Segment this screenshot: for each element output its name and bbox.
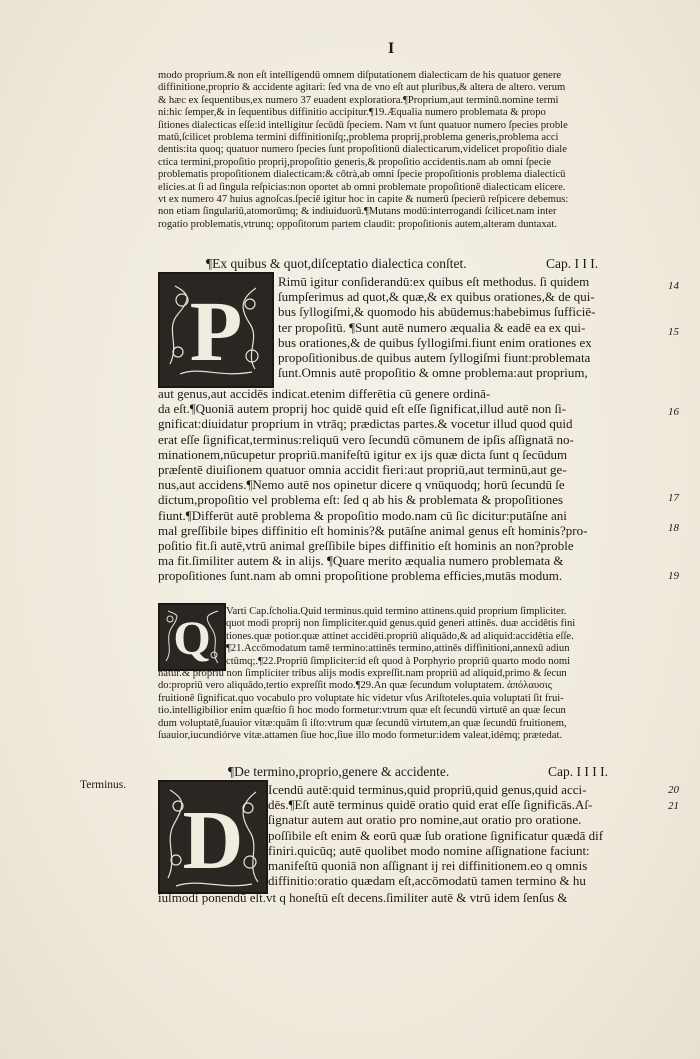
text-line: finiri.quicūq; autē quolibet modo nomine aſſignatione faciunt:	[268, 842, 590, 858]
section-3-text-beside-initial	[278, 274, 668, 380]
text-line: dentis:ita quoq; quatuor numero ſpecies ſunt propoſitionū dialecticarum,videlicet propoſitio diale	[158, 144, 567, 156]
text-line: fruitionē ſignificat.quo vocabulo pro voluptate hic videtur vſus Ariſtoteles.quia voluptati ſit frui-	[158, 692, 564, 704]
text-line: Icendū autē:quid terminus,quid propriū,quid genus,quid acci-	[268, 782, 587, 797]
text-line: poſitio fit.ſi autē,vtrū animal greſſibile bipes diffinitio eſt hominis an non?proble	[158, 537, 574, 553]
decorated-initial-q	[158, 603, 226, 671]
margin-word-terminus: Terminus.	[80, 779, 127, 791]
text-line: aut genus,aut accidēs indicat.etenim differētia cū genere ordinā-	[158, 386, 491, 401]
scholia-text	[158, 668, 663, 742]
text-line: manifeſtū quoniā non aſſignant ij rei diffinitionem.eo q omnis	[268, 857, 588, 873]
text-line: elicies.at ſi ad ſingula reſpicias:non oportet ab omni problemate propoſitionē dialecticam elicere.	[158, 181, 566, 193]
folio-number: I	[388, 40, 395, 57]
text-line: ſuauior,iucundiórve vitæ.attamen ſiue hoc,ſiue illo modo formetur:idem valeat,idémq; prætedat.	[158, 729, 563, 741]
margin-number: 21	[668, 800, 679, 812]
section-3-heading: ¶Ex quibus & quot,diſceptatio dialectica conſtet.	[206, 256, 467, 271]
text-line: natur.& propriū non ſimpliciter tribus alijs modis expreſſit.nam propriū ad aliquid,primo & ſecun	[158, 668, 567, 679]
text-line: gnificat:diuidatur proprium in vtrāq; prædictas partes.& vocetur illud quod quid	[158, 416, 573, 432]
text-line: nus,aut accidens.¶Nemo autē nos opinetur dicere q vnūquodq; horū ſecundū ſe	[158, 477, 565, 493]
section-4-text-beside-initial	[268, 782, 668, 888]
text-line: vt ex numero 47 huius agnoſcas.ſpeciē igitur hoc in capite & numerū ſpecierū reſpicere debemus:	[158, 193, 569, 205]
text-line: dictum,propoſitio vel problema eſt: ſed q ab his & problemata & propoſitiones	[158, 492, 564, 508]
svg-text:D: D	[182, 794, 244, 887]
text-line: minationem,nūcupetur propriū.manifeſtū igitur ex ijs quæ dicta ſunt q ſecūdum	[158, 446, 568, 462]
text-line: præſentē diuiſionem quatuor omnia accidit fieri:aut propriū,aut terminū,aut ge-	[158, 461, 567, 477]
text-line: dum voluptatē,ſuauior vitæ:quām ſi iſto:vtrum quæ ſecundū virtutem,an quæ ſecundū fruitionem,	[158, 717, 567, 729]
text-line: modo proprium.& non eſt intelligendū omnem diſputationem dialecticam de his quatuor genere	[158, 70, 562, 81]
margin-number: 19	[668, 570, 679, 582]
text-line: propoſitiones ſunt.nam ab omni propoſitione problema efficies,mutās modum.	[158, 568, 563, 584]
text-line: ter propoſitū. ¶Sunt autē numero æqualia & eadē ea ex qui-	[278, 319, 586, 335]
text-line: diffinitio:oratio quædam eſt,accōmodatū tamen termino & hu	[268, 873, 586, 889]
text-line: ſitiones dialecticas eſſe:id intelligitur ſecūdū ſpeciem. Nam vt ſunt quatuor numero ſpecies proble	[158, 119, 568, 131]
text-line: & hæc ex ſequentibus,ex numero 37 euadent exploratiora.¶Proprium,aut terminū.nomine termi	[158, 94, 559, 106]
svg-text:Q: Q	[173, 612, 211, 665]
text-line: ſumpſerimus ad quot,& quæ,& ex quibus orationes,& de qui-	[278, 289, 595, 305]
text-line: ctica termini,propoſitio proprij,propoſitio generis,& propoſitio accidentis.nam ab omni ſpecie	[158, 156, 552, 168]
section-4-cap-number: Cap. I I I I.	[548, 764, 608, 779]
margin-number: 14	[668, 280, 679, 292]
text-line: ma fit.ſimiliter autem & in alijs. ¶Quare merito æqualia numero problemata &	[158, 553, 564, 569]
text-line: poſſibile eſt enim & eorū quæ ſub oratione ſignificatur quædā dif	[268, 827, 604, 843]
text-line: mal greſſibile bipes diffinitio eſt hominis?& putāſne animal genus eſt hominis?pro-	[158, 522, 588, 538]
scholia-text-beside-initial	[226, 606, 666, 668]
margin-number: 18	[668, 522, 679, 534]
margin-number: 20	[668, 784, 679, 796]
text-line: ¶21.Accōmodatum tamē termino:attinēs termino,attinēs diffinitioni,annexū adiun	[226, 643, 570, 655]
text-line: do:propriū vero aliquādo,tertio expreſſit modo.¶29.An quæ ſecundum voluptatem. ἀπόλαυσις	[158, 680, 552, 692]
section-3-text	[158, 386, 663, 583]
text-line: non etiam ſingulariū,atomorūmq; & indiuiduorū.¶Mutans modū:interrogandi ſcilicet.nam inter	[158, 206, 557, 218]
text-line: da eſt.¶Quoniā autem proprij hoc quidē quid eſt eſſe ſignificat,illud autē non ſi-	[158, 401, 567, 417]
text-line: tio.intelligibilior enim quæſtio ſi hoc modo formetur:vtrum quæ eſt ſecundū virtutē an quæ ſecun	[158, 705, 566, 717]
text-line: bus orationes,& de quibus ſyllogiſmi.fiunt enim orationes ex	[278, 334, 592, 350]
text-line: Rimū igitur conſiderandū:ex quibus eſt methodus. ſi quidem	[278, 274, 590, 289]
section-4-heading: ¶De termino,proprio,genere & accidente.	[228, 764, 450, 779]
decorated-initial-d	[158, 780, 268, 894]
text-line: tiones.quæ potior.quæ attinet accidēti.propriū aliquādo,& ad aliquid:accidētia eſſe.	[226, 630, 574, 642]
margin-number: 16	[668, 406, 679, 418]
text-line: Varti Cap.ſcholia.Quid terminus.quid termino attinens.quid proprium ſimpliciter.	[226, 606, 567, 617]
margin-number: 15	[668, 326, 679, 338]
text-line: ni:hic ſemper,& in ſequentibus diffinitio accipitur.¶19.Æqualia numero problemata & propo	[158, 107, 546, 119]
commentary-top	[158, 70, 663, 231]
section-4-text	[158, 890, 663, 905]
text-line: ſunt.Omnis autē propoſitio & omne problema:aut proprium,	[278, 365, 588, 381]
svg-text:P: P	[189, 283, 243, 379]
text-line: ctūmq;.¶22.Propriū ſimpliciter:id eſt quod à Porphyrio propriū quarto modo nomi	[226, 655, 571, 667]
text-line: bus ſyllogiſmi,& quomodo his abūdemus:habebimus ſufficiē-	[278, 304, 596, 320]
text-line: problematis propoſitionem dialecticam:& cōtrà,ab omni ſpecie propoſitionis problema dialecticū	[158, 169, 566, 181]
text-line: dēs.¶Eſt autē terminus quidē oratio quid erat eſſe ſignificās.Aſ-	[268, 797, 593, 813]
text-line: matū,ſcilicet problema termini diffinitioniſq;,problema proprij,problema generis,problema acci	[158, 131, 559, 143]
margin-number: 17	[668, 492, 679, 504]
text-line: rogatio problematis,vtrunq; oppoſitorum partem claudit: propoſitionis autem,alteram duntaxat.	[158, 218, 557, 230]
text-line: erat eſſe ſignificat,terminus:reliquū vero ſecundū cōmunem de ipſis aſſignatā no-	[158, 431, 574, 447]
text-line: iuſmodi ponendū eſt.vt q honeſtū eſt decens.ſimiliter autē & vtrū idem ſenſus &	[158, 890, 568, 905]
decorated-initial-p	[158, 272, 274, 388]
text-line: quot modi proprij non ſimpliciter.quid genus.quid generi attinēs. duæ accidētis fini	[226, 618, 576, 630]
text-line: fiunt.¶Differūt autē problema & propoſitio modo.nam cū ſic dicitur:putāſne ani	[158, 507, 567, 523]
text-line: diffinitione,proprio & accidente agitari: ſed vna de vno eſt aut pluribus,& altera de altero. verum	[158, 82, 566, 94]
section-3-cap-number: Cap. I I I.	[546, 256, 599, 271]
text-line: propoſitionibus.de quibus autem ſyllogiſmi fiunt:problemata	[278, 349, 591, 365]
text-line: ſignatur autem aut oratio pro nomine,aut oratio pro oratione.	[268, 812, 582, 828]
